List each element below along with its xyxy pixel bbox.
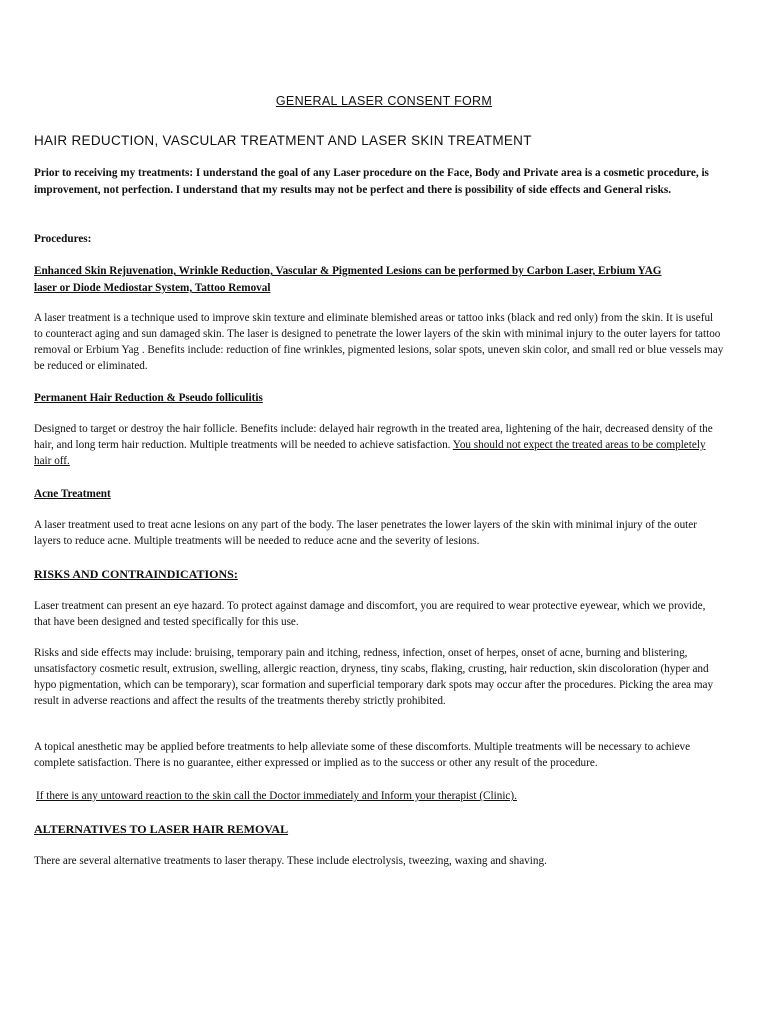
section3-body: A laser treatment used to treat acne lesions on any part of the body. The laser penetrates the lower layers of the skin with minimal injury of the outer layers to reduce acne. Multiple treatments will be needed to reduce acne and the severity of lesions. xyxy=(34,519,697,547)
section2-heading: Permanent Hair Reduction & Pseudo folliculitis xyxy=(34,392,263,404)
section1-heading: Enhanced Skin Rejuvenation, Wrinkle Reduction, Vascular & Pigmented Lesions can be performed by Carbon Laser, Erbium YAG laser or Diode Mediostar System, Tattoo Removal xyxy=(34,265,662,294)
alternatives-heading: ALTERNATIVES TO LASER HAIR REMOVAL xyxy=(34,822,289,836)
section1-body: A laser treatment is a technique used to improve skin texture and eliminate blemished areas or tattoo inks (black and red only) from the skin. It is useful to counteract aging and sun damaged skin. The laser is designed to penetrate the lower layers of the skin with minimal injury to the outer layers for tattoo removal or Erbium Yag . Benefits include: reduction of fine wrinkles, pigmented lesions, solar spots, uneven skin color, and small red or blue vessels may be reduced or eliminated. xyxy=(34,312,724,372)
section2-body xyxy=(34,421,724,469)
risks-heading: RISKS AND CONTRAINDICATIONS: xyxy=(34,567,238,581)
form-title: GENERAL LASER CONSENT FORM xyxy=(275,94,493,108)
risks-paragraph-3: A topical anesthetic may be applied before treatments to help alleviate some of these discomforts. Multiple treatments will be necessary to achieve complete satisfaction. There is no guarantee, either expressed or implied as to the success or other any result of the procedure. xyxy=(34,741,691,769)
intro-paragraph: Prior to receiving my treatments: I understand the goal of any Laser procedure on the Face, Body and Private area is a cosmetic procedure, is improvement, not perfection. I understand that my results may not be perfect and there is possibility of side effects and General risks. xyxy=(34,167,709,196)
section2-note: You should not expect the treated areas to be completely hair off. xyxy=(34,439,706,467)
risks-paragraph-4: If there is any untoward reaction to the skin call the Doctor immediately and Inform your therapist (Clinic). xyxy=(36,790,517,802)
form-subtitle: HAIR REDUCTION, VASCULAR TREATMENT AND LASER SKIN TREATMENT xyxy=(34,133,532,148)
section3-heading: Acne Treatment xyxy=(34,488,111,500)
section2-text: Designed to target or destroy the hair follicle. Benefits include: delayed hair regrowth in the treated area, lightening of the hair, decreased density of the hair, and long term hair reduction. Multiple treatments will be needed to achieve satisfaction. xyxy=(34,423,713,451)
procedures-heading: Procedures: xyxy=(34,233,92,245)
alternatives-body: There are several alternative treatments to laser therapy. These include electrolysis, tweezing, waxing and shaving. xyxy=(34,855,547,867)
risks-paragraph-1: Laser treatment can present an eye hazard. To protect against damage and discomfort, you are required to wear protective eyewear, which we provide, that have been designed and tested specifically for this use. xyxy=(34,600,706,628)
risks-paragraph-2: Risks and side effects may include: bruising, temporary pain and itching, redness, infection, onset of herpes, onset of acne, burning and blistering, unsatisfactory cosmetic result, extrusion, swelling, allergic reaction, dryness, tiny scabs, flaking, crusting, hair reduction, skin discoloration (hyper and hypo pigmentation, which can be temporary), scar formation and superficial temporary dark spots may occur after the procedures. Picking the area may result in adverse reactions and affect the results of the treatments thereby strictly prohibited. xyxy=(34,647,714,707)
